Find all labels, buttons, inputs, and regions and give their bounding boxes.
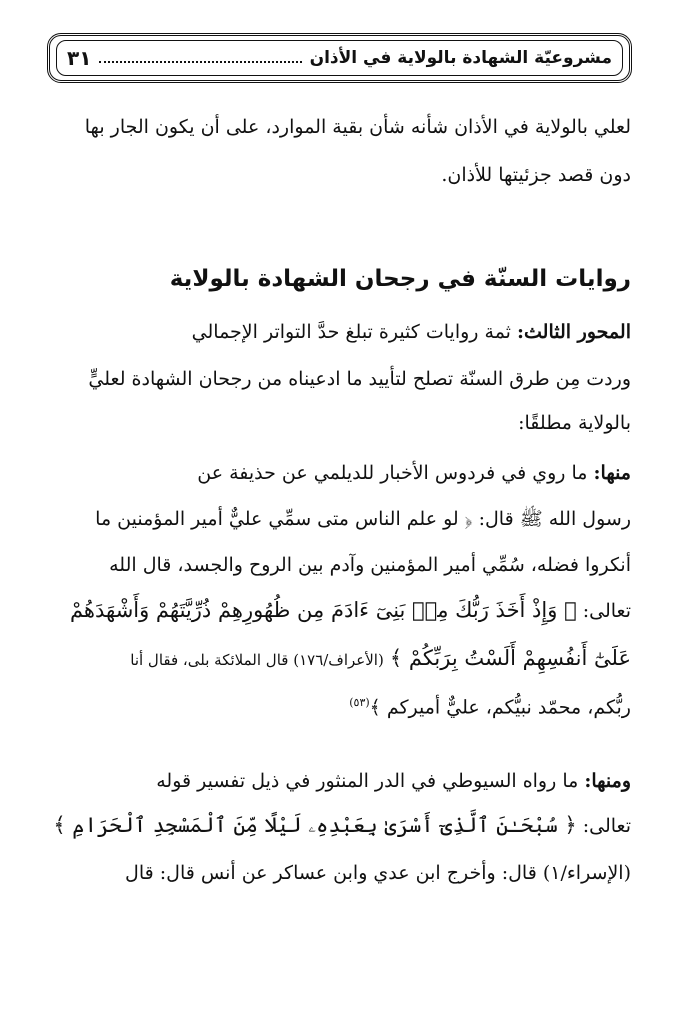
narration-2-line-1 [156, 772, 631, 791]
quran-verse-1b: عَلَىٰٓ أَنفُسِهِمْ أَلَسْتُ بِرَبِّكُمْ ﴾ [389, 646, 631, 670]
narration-1-line-2: رسول الله ﷺ قال: ﴿ لو علم الناس متى سمِّي عليٌّ أمير المؤمنين ما [95, 508, 631, 530]
narration-1-line-5 [130, 648, 631, 669]
quran-verse-2: ﴿ سُبْحَـٰنَ ٱلَّذِىٓ أَسْرَىٰ بِعَبْدِهِۦ لَيْلًا مِّنَ ٱلْمَسْجِدِ ٱلْحَرَامِ ﴾ [53, 813, 577, 837]
intro-line-2: دون قصد جزئيتها للأذان. [441, 164, 631, 186]
narration-2-label: ومنها: [584, 770, 631, 792]
narration-2-line-3: (الإسراء/١) قال: وأخرج ابن عدي وابن عساكر عن أنس قال: قال [125, 862, 631, 884]
narration-1-line-4-prefix: تعالى: [582, 600, 631, 622]
narration-1-line-3: أنكروا فضله، سُمِّي أمير المؤمنين وآدم بين الروح والجسد، قال الله [109, 554, 631, 576]
running-title: مشروعيّة الشهادة بالولاية في الأذان [309, 48, 612, 68]
intro-line-1: لعلي بالولاية في الأذان شأنه شأن بقية الموارد، على أن يكون الجار بها [84, 116, 631, 138]
narration-1-line-1-text: ما روي في فردوس الأخبار للديلمي عن حذيفة عن [197, 462, 588, 484]
axis-line-3: بالولاية مطلقًا: [518, 412, 631, 434]
axis-line-1-text: ثمة روايات كثيرة تبلغ حدَّ التواتر الإجمالي [191, 321, 511, 343]
narration-2-line-1-text: ما رواه السيوطي في الدر المنثور في ذيل تفسير قوله [156, 770, 579, 792]
narration-2-line-2 [53, 815, 631, 836]
footnote-ref: (٥٣) [349, 696, 370, 709]
narration-1-line-4 [70, 600, 631, 621]
section-heading: روايات السنّة في رجحان الشهادة بالولاية [169, 266, 631, 292]
page-number: ٣١ [67, 46, 92, 70]
narration-1-label: منها: [593, 462, 631, 484]
axis-line-2: وردت مِن طرق السنّة تصلح لتأييد ما ادعيناه من رجحان الشهادة لعليٍّ [88, 368, 631, 390]
page-body [47, 0, 631, 1020]
narration-1-line-6-text: ربُّكم، محمّد نبيُّكم، عليٌّ أميركم ﴾ [369, 696, 631, 719]
narration-2-line-2-prefix: تعالى: [582, 815, 631, 837]
narration-1-line-6 [349, 697, 631, 717]
quran-verse-1a: ﴿ وَإِذْ أَخَذَ رَبُّكَ مِنۢ بَنِىٓ ءَادَمَ مِن ظُهُورِهِمْ ذُرِّيَّتَهُمْ وَأَشْهَدَهُمْ [69, 598, 577, 622]
axis-label: المحور الثالث: [517, 321, 631, 343]
axis-line-1 [192, 323, 631, 342]
narration-1-line-1 [197, 464, 631, 483]
narration-1-line-5-text: (الأعراف/١٧٦) قال الملائكة بلى، فقال أنا [130, 651, 384, 669]
